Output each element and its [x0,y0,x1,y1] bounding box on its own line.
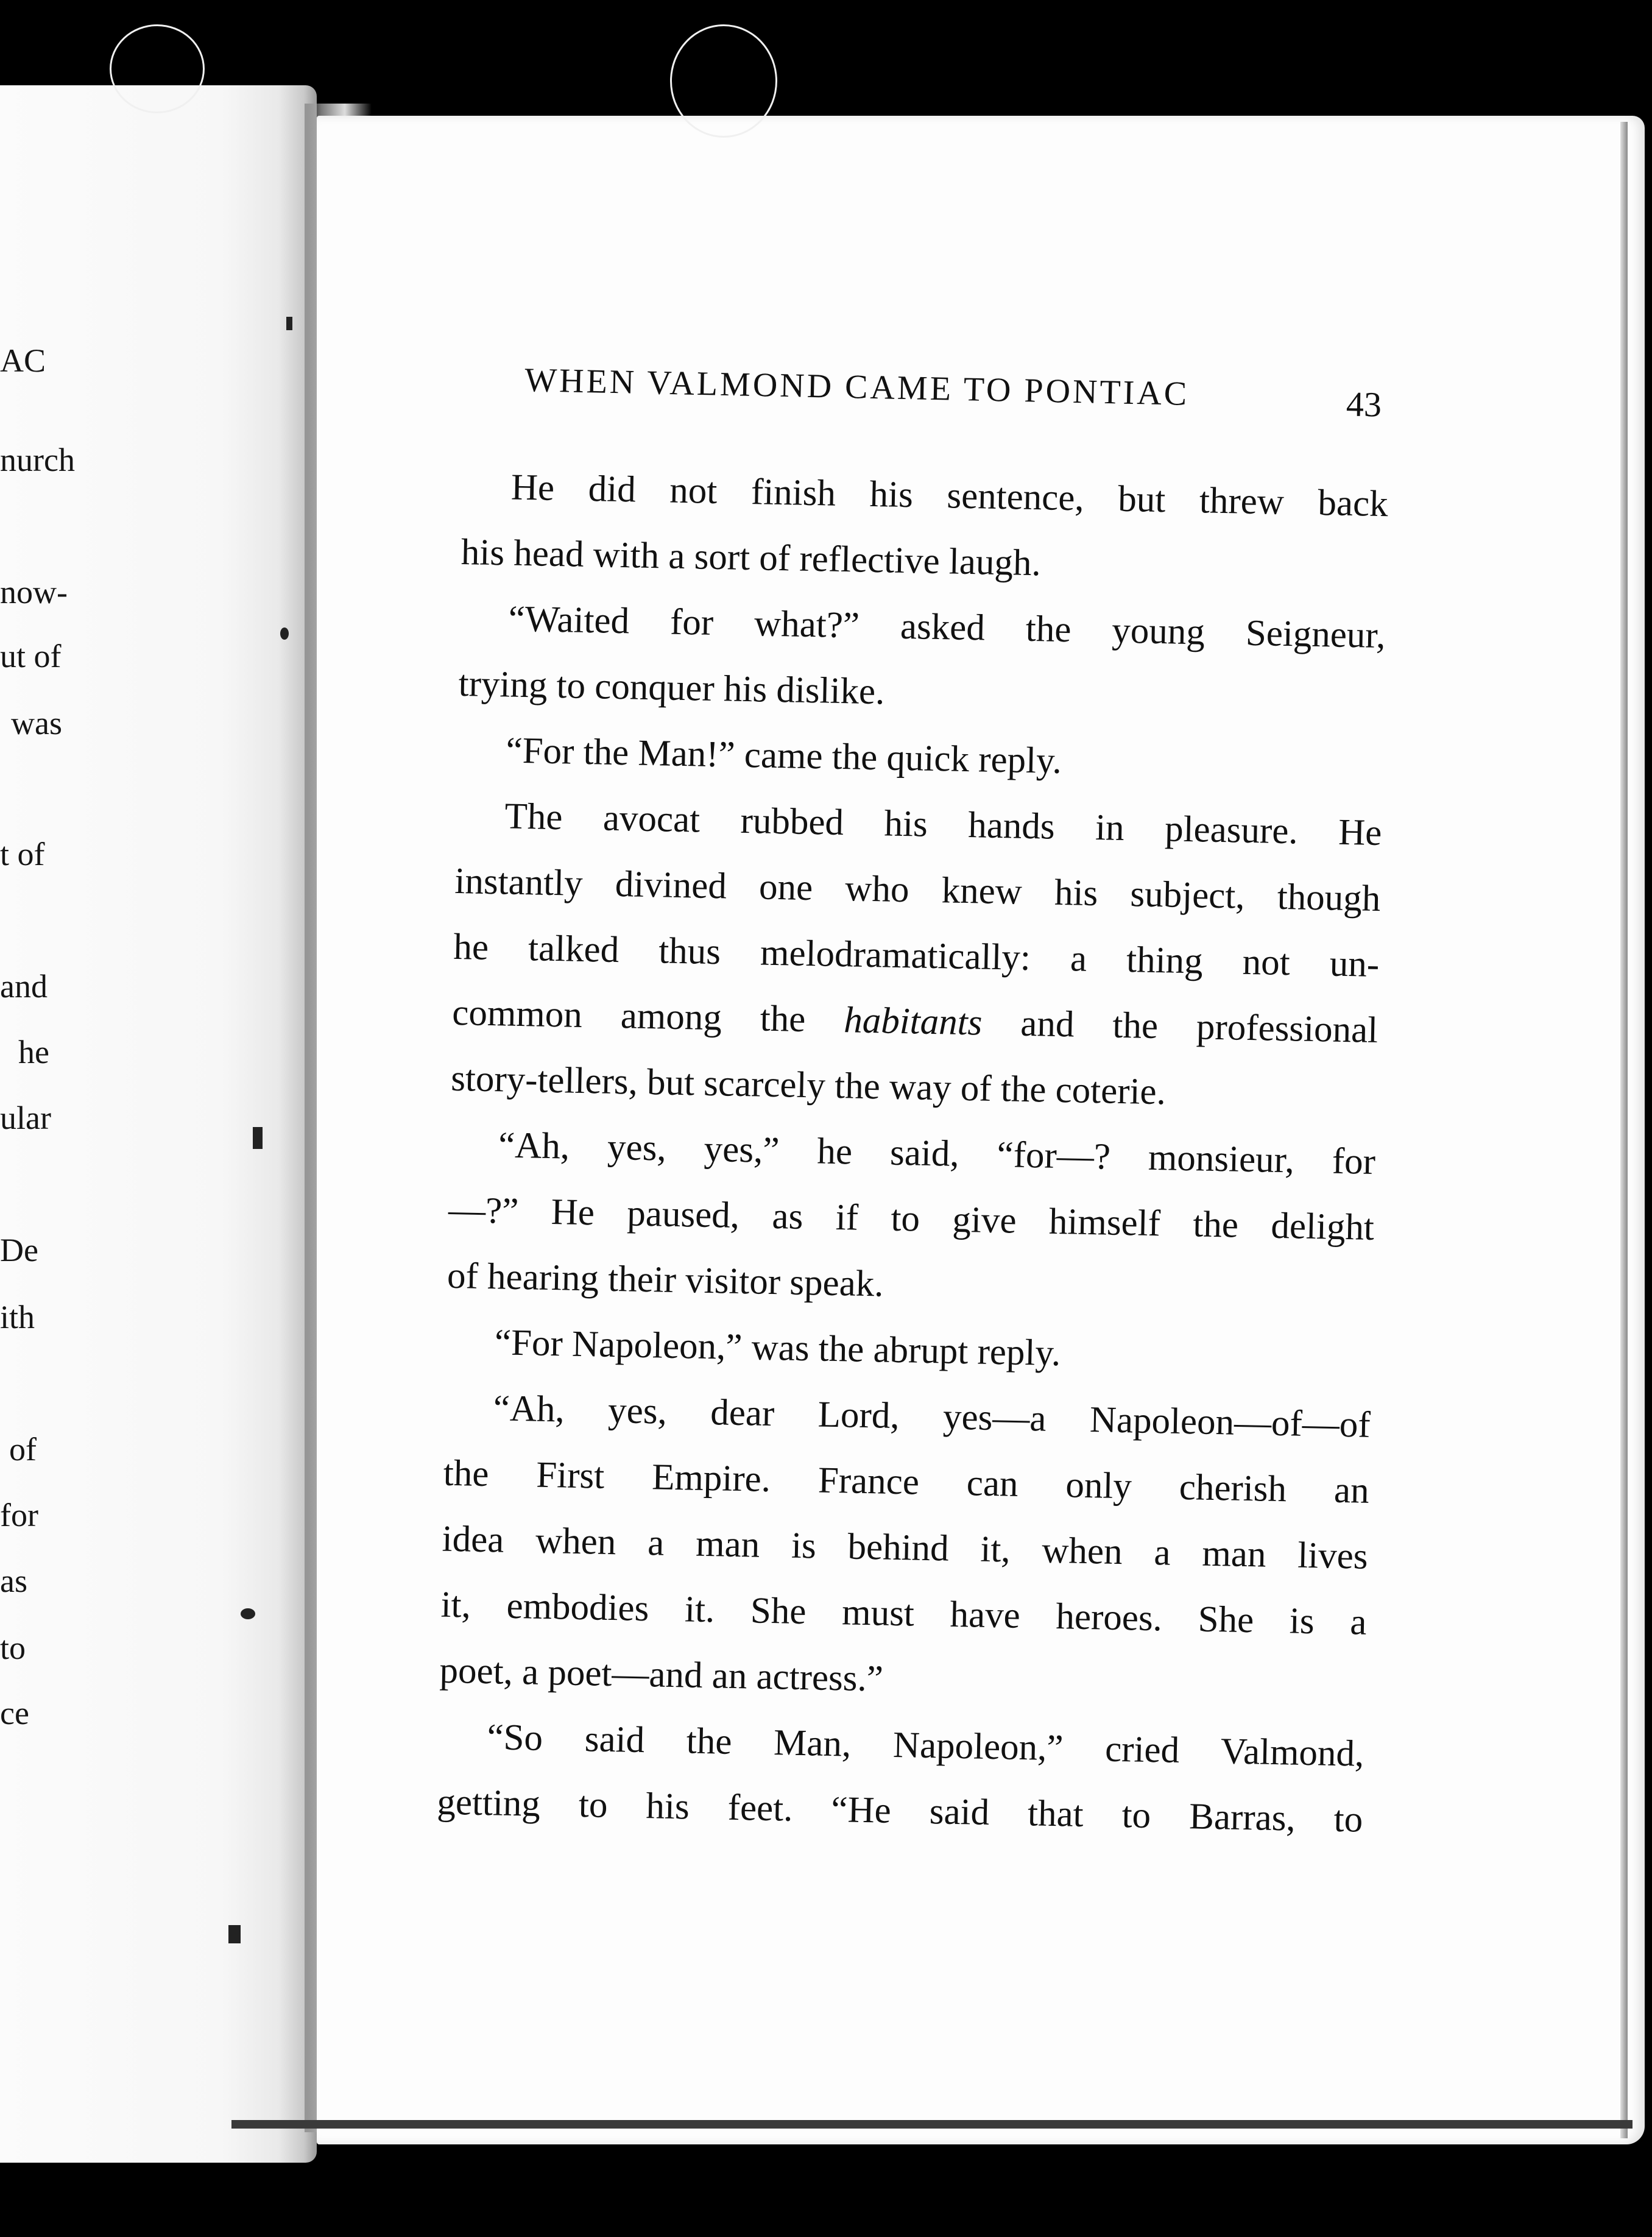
left-fragment: he [18,1034,49,1070]
text-line: “For the Man!” came the quick reply. [506,730,1062,782]
page-bottom-edge [231,2120,1633,2129]
text-segment: common among the [451,992,806,1040]
gutter-mark [253,1127,263,1149]
text-line: “For Napoleon,” was the abrupt reply. [494,1322,1061,1374]
text-line: poet, a poet—and an actress.” [439,1650,884,1700]
text-line: the First Empire. France can only cherish an [443,1452,1370,1511]
gutter-mark [241,1608,255,1619]
left-fragment: AC [0,342,46,379]
text-segment: and the professional [1020,1003,1378,1051]
text-line: idea when a man is behind it, when a man lives [442,1518,1369,1577]
left-fragment: of [9,1431,37,1468]
left-fragment: ith [0,1299,35,1335]
left-fragment: for [0,1497,38,1533]
text-line: his head with a sort of reflective laugh. [461,531,1042,584]
text-line: —?” He paused, as if to give himself the delight [448,1189,1375,1248]
text-line: “Waited for what?” asked the young Seigneur, [508,598,1386,657]
text-line: he talked thus melodramatically: a thing not un- [453,926,1380,986]
gutter-mark [280,627,289,640]
gutter-mark [286,317,292,330]
left-fragment: ce [0,1695,29,1731]
left-fragment: to [0,1630,26,1666]
text-line: getting to his feet. “He said that to Barras, to [436,1781,1363,1840]
page-number: 43 [1346,384,1382,425]
text-line: “Ah, yes, yes,” he said, “for—? monsieur, for [498,1125,1376,1182]
left-fragment: t of [0,836,45,872]
text-line: “Ah, yes, dear Lord, yes—a Napoleon—of—of [493,1388,1371,1446]
text-line: of hearing their visitor speak. [447,1255,884,1305]
text-line: story-tellers, but scarcely the way of the coterie. [450,1058,1167,1113]
left-fragment: and [0,968,48,1005]
text-line: The avocat rubbed his hands in pleasure. He [504,796,1382,854]
body-text [436,454,1388,1853]
left-fragment: De [0,1232,38,1268]
page-edge [1620,122,1628,2138]
left-fragment: was [11,705,62,741]
text-line: instantly divined one who knew his subject, though [454,860,1381,920]
text-line: trying to conquer his dislike. [458,663,885,713]
left-fragment: ut of [0,638,62,674]
italic-term: habitants [843,1000,983,1044]
gutter-mark [228,1925,241,1943]
binding-loop-left [110,24,205,113]
left-fragment: ular [0,1100,51,1136]
binding-loop-right [670,24,777,138]
text-line: He did not finish his sentence, but threw back [510,467,1389,525]
text-line: “So said the Man, Napoleon,” cried Valmond, [486,1717,1364,1775]
left-fragment: as [0,1563,27,1599]
running-head: WHEN VALMOND CAME TO PONTIAC [524,361,1190,413]
left-fragment: now- [0,574,68,610]
left-fragment: nurch [0,442,75,478]
text-line: it, embodies it. She must have heroes. She is a [440,1584,1368,1643]
